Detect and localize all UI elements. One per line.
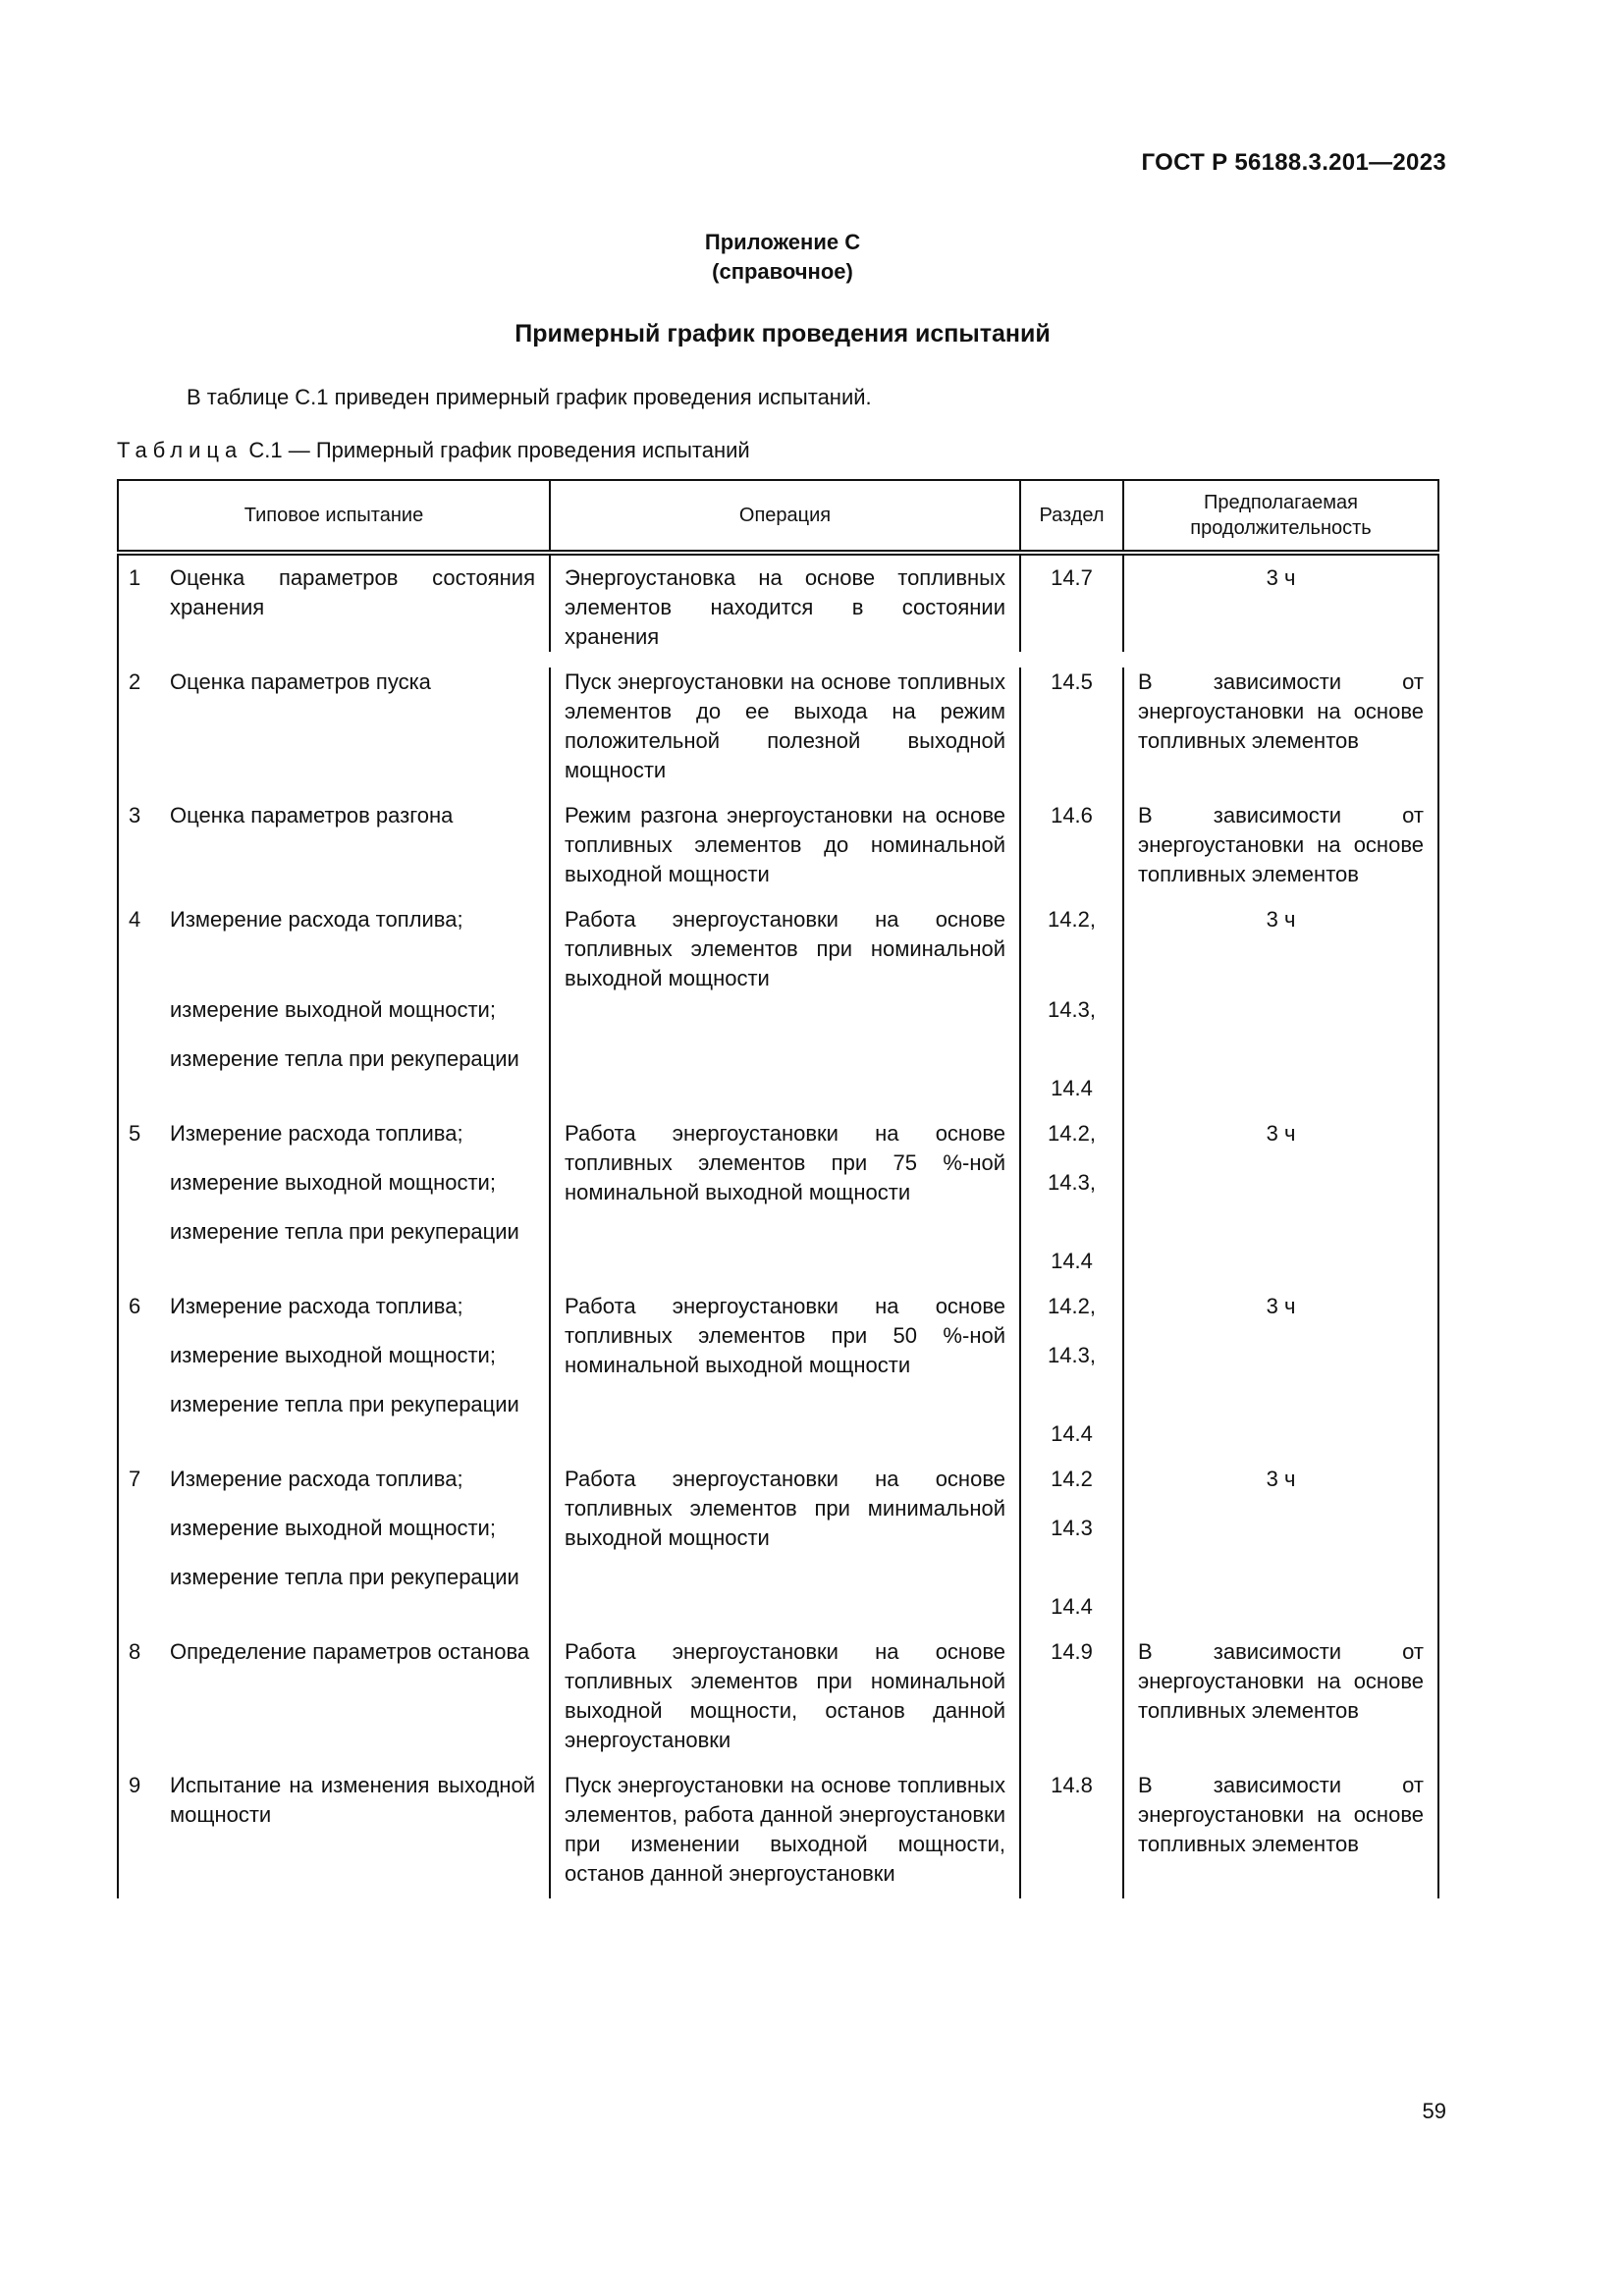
row-number: 7 <box>129 1467 141 1491</box>
section-ref: 14.3, <box>1048 997 1096 1022</box>
operation: Работа энергоустановки на основе топливных элементов при 75 %-ной номинальной выходной мощности <box>550 1119 1020 1276</box>
table-row <box>118 801 1438 889</box>
test-name: Оценка параметров разгона <box>170 803 454 828</box>
table-caption-text: С.1 — Примерный график проведения испытаний <box>243 438 750 462</box>
test-name: Испытание на изменения выходной мощности <box>170 1773 535 1827</box>
table-row <box>118 553 1438 652</box>
header-section: Раздел <box>1020 480 1123 553</box>
table-row <box>118 1292 1438 1449</box>
duration: 3 ч <box>1266 565 1296 590</box>
table-header-row <box>118 480 1438 553</box>
table-caption-label: Таблица <box>117 438 244 462</box>
table-row <box>118 1637 1438 1755</box>
header-duration: Предполагаемая продолжительность <box>1123 480 1438 553</box>
operation: Энергоустановка на основе топливных элементов находится в состоянии хранения <box>550 553 1020 652</box>
duration: В зависимости от энергоустановки на основе топливных элементов <box>1123 801 1438 889</box>
page-number: 59 <box>1422 2099 1446 2123</box>
operation: Работа энергоустановки на основе топливных элементов при номинальной выходной мощности, останов данной энергоустановки <box>550 1637 1020 1755</box>
section-ref: 14.6 <box>1051 803 1093 828</box>
section-ref: 14.2, <box>1048 1294 1096 1318</box>
test-name: Оценка параметров пуска <box>170 669 431 694</box>
row-number: 8 <box>129 1639 141 1664</box>
duration: В зависимости от энергоустановки на основе топливных элементов <box>1123 667 1438 785</box>
row-number: 3 <box>129 803 141 828</box>
operation: Пуск энергоустановки на основе топливных элементов до ее выхода на режим положительной полезной выходной мощности <box>550 667 1020 785</box>
duration: 3 ч <box>1266 907 1296 932</box>
table-row <box>118 1771 1438 1889</box>
test-name: измерение выходной мощности; <box>170 1516 496 1540</box>
duration: В зависимости от энергоустановки на основе топливных элементов <box>1123 1771 1438 1889</box>
test-name: Измерение расхода топлива; <box>170 1121 463 1146</box>
section-ref: 14.8 <box>1051 1773 1093 1797</box>
duration: 3 ч <box>1266 1121 1296 1146</box>
section-ref: 14.4 <box>1051 1076 1093 1100</box>
operation: Режим разгона энергоустановки на основе топливных элементов до номинальной выходной мощности <box>550 801 1020 889</box>
page-title: Примерный график проведения испытаний <box>514 320 1051 347</box>
section-ref: 14.3 <box>1051 1516 1093 1540</box>
test-name: измерение тепла при рекуперации <box>170 1046 519 1071</box>
header-operation: Операция <box>550 480 1020 553</box>
table-row <box>118 667 1438 785</box>
table-row <box>118 1465 1438 1622</box>
row-number: 4 <box>129 907 141 932</box>
section-ref: 14.4 <box>1051 1249 1093 1273</box>
test-name: измерение выходной мощности; <box>170 1170 496 1195</box>
table-row <box>118 905 1438 1103</box>
table-row <box>118 1119 1438 1276</box>
test-name: Измерение расхода топлива; <box>170 1294 463 1318</box>
operation: Пуск энергоустановки на основе топливных элементов, работа данной энергоустановки при изменении выходной мощности, останов данной энергоустановки <box>550 1771 1020 1889</box>
row-number: 2 <box>129 669 141 694</box>
section-ref: 14.4 <box>1051 1421 1093 1446</box>
duration: В зависимости от энергоустановки на основе топливных элементов <box>1123 1637 1438 1755</box>
test-name: измерение тепла при рекуперации <box>170 1565 519 1589</box>
test-name: измерение выходной мощности; <box>170 997 496 1022</box>
section-ref: 14.5 <box>1051 669 1093 694</box>
header-test: Типовое испытание <box>118 480 550 553</box>
standard-number: ГОСТ Р 56188.3.201—2023 <box>1141 149 1446 176</box>
test-name: измерение тепла при рекуперации <box>170 1392 519 1416</box>
section-ref: 14.3, <box>1048 1343 1096 1367</box>
intro-paragraph: В таблице С.1 приведен примерный график проведения испытаний. <box>187 385 872 409</box>
schedule-table <box>117 479 1439 1898</box>
test-name: Определение параметров останова <box>170 1639 530 1664</box>
section-ref: 14.3, <box>1048 1170 1096 1195</box>
appendix-heading <box>0 228 1565 287</box>
section-ref: 14.2, <box>1048 1121 1096 1146</box>
section-ref: 14.4 <box>1051 1594 1093 1619</box>
section-ref: 14.7 <box>1051 565 1093 590</box>
section-ref: 14.2, <box>1048 907 1096 932</box>
row-number: 9 <box>129 1773 141 1797</box>
test-name: измерение выходной мощности; <box>170 1343 496 1367</box>
section-ref: 14.2 <box>1051 1467 1093 1491</box>
test-name: Оценка параметров состояния хранения <box>170 565 535 619</box>
operation: Работа энергоустановки на основе топливных элементов при минимальной выходной мощности <box>550 1465 1020 1622</box>
row-number: 5 <box>129 1121 141 1146</box>
test-name: Измерение расхода топлива; <box>170 1467 463 1491</box>
test-name: Измерение расхода топлива; <box>170 907 463 932</box>
row-number: 1 <box>129 565 141 590</box>
operation: Работа энергоустановки на основе топливных элементов при 50 %-ной номинальной выходной мощности <box>550 1292 1020 1449</box>
appendix-title: Приложение С <box>704 230 861 254</box>
appendix-type: (справочное) <box>712 259 853 284</box>
test-name: измерение тепла при рекуперации <box>170 1219 519 1244</box>
duration: 3 ч <box>1266 1294 1296 1318</box>
duration: 3 ч <box>1266 1467 1296 1491</box>
row-number: 6 <box>129 1294 141 1318</box>
table-caption <box>117 438 750 463</box>
operation: Работа энергоустановки на основе топливных элементов при номинальной выходной мощности <box>550 905 1020 1103</box>
section-ref: 14.9 <box>1051 1639 1093 1664</box>
